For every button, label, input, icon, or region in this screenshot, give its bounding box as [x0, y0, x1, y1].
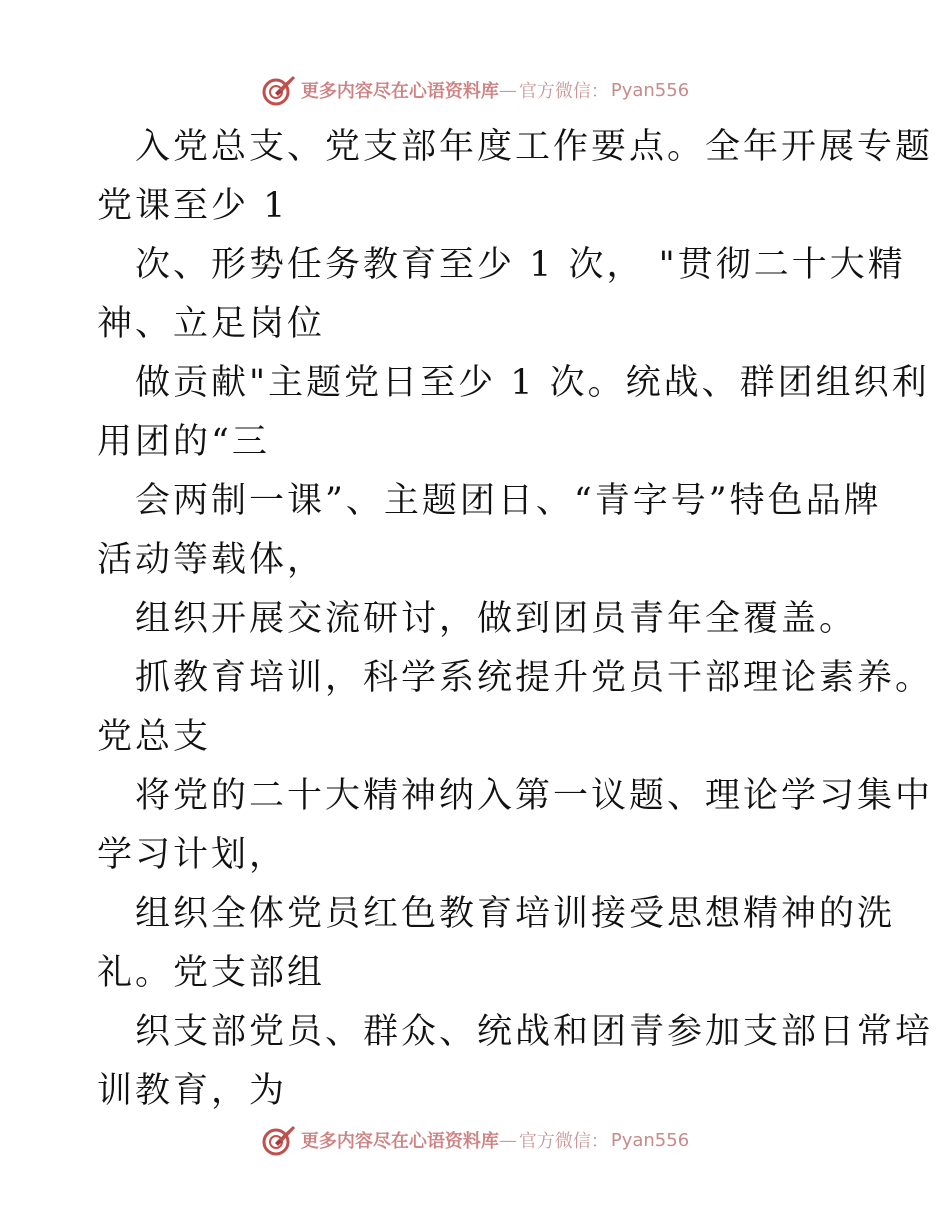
body-line: 党总支 [97, 717, 212, 757]
body-line: 训教育，为 [97, 1071, 288, 1111]
body-line: 组织开展交流研讨，做到团员青年全覆盖。 [135, 599, 858, 639]
body-line: 神、立足岗位 [97, 304, 326, 344]
body-line: 次、形势任务教育至少 1 次， "贯彻二十大精 [135, 245, 906, 285]
banner-official-label: 官方微信： [518, 81, 609, 102]
body-text [97, 118, 934, 1121]
banner-wechat-id: Pyan556 [610, 1129, 690, 1151]
banner-dash: — [498, 79, 517, 101]
body-line: 学习计划， [97, 835, 288, 875]
body-line: 党课至少 1 [97, 186, 289, 226]
body-line: 用团的“三 [97, 422, 270, 462]
body-line: 礼。党支部组 [97, 953, 326, 993]
body-line: 活动等载体， [97, 540, 326, 580]
banner-wechat-id: Pyan556 [610, 79, 690, 101]
body-line: 抓教育培训，科学系统提升党员干部理论素养。 [135, 658, 934, 698]
body-line: 入党总支、党支部年度工作要点。全年开展专题 [135, 127, 934, 167]
body-line: 组织全体党员红色教育培训接受思想精神的洗 [135, 894, 896, 934]
body-line: 会两制一课”、主题团日、“青字号”特色品牌 [135, 481, 882, 521]
banner-dash: — [498, 1129, 517, 1151]
body-line: 织支部党员、群众、统战和团青参加支部日常培 [135, 1012, 934, 1052]
banner-official-label: 官方微信： [518, 1131, 609, 1152]
body-line: 做贡献"主题党日至少 1 次。统战、群团组织利 [135, 363, 930, 403]
body-line: 将党的二十大精神纳入第一议题、理论学习集中 [135, 776, 934, 816]
banner-brand: 更多内容尽在心语资料库 [300, 81, 499, 102]
footer-banner [0, 1120, 950, 1160]
header-banner [0, 70, 950, 110]
pen-nib-logo-icon [261, 72, 297, 108]
pen-nib-logo-icon [261, 1122, 297, 1158]
banner-brand: 更多内容尽在心语资料库 [300, 1131, 499, 1152]
